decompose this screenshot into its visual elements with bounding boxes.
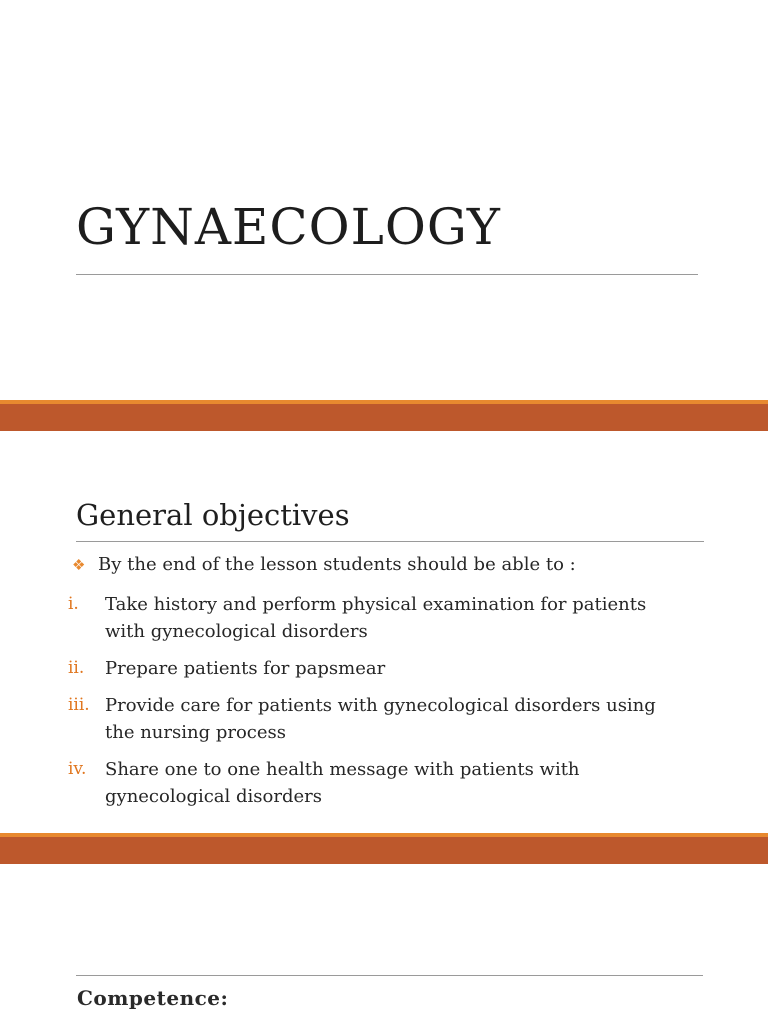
slide-title: GYNAECOLOGY xyxy=(76,198,501,256)
title-slide xyxy=(0,0,768,400)
list-item-numeral: iv. xyxy=(68,759,87,779)
list-item-text: Provide care for patients with gynecological disorders using the nursing process xyxy=(105,695,656,743)
slide-separator-band xyxy=(0,400,768,431)
competence-heading: Competence: xyxy=(77,986,229,1010)
list-item xyxy=(68,692,658,746)
list-item-numeral: ii. xyxy=(68,658,85,678)
separator-bar xyxy=(0,837,768,864)
competence-slide xyxy=(0,864,768,1024)
objectives-list xyxy=(68,591,658,820)
list-item-text: Prepare patients for papsmear xyxy=(105,658,386,679)
list-item xyxy=(68,655,658,682)
objectives-slide xyxy=(0,431,768,833)
objectives-heading: General objectives xyxy=(76,498,350,532)
heading-divider xyxy=(76,975,703,976)
diamond-bullet-icon: ❖ xyxy=(72,556,86,574)
heading-divider xyxy=(76,541,704,542)
list-item-text: Share one to one health message with patients with gynecological disorders xyxy=(105,759,580,807)
list-item xyxy=(68,756,658,810)
intro-line xyxy=(72,552,576,578)
list-item-numeral: iii. xyxy=(68,695,90,715)
slide-separator-band xyxy=(0,833,768,864)
separator-bar xyxy=(0,404,768,431)
list-item xyxy=(68,591,658,645)
intro-text: By the end of the lesson students should be able to : xyxy=(98,554,576,575)
title-divider xyxy=(76,274,698,275)
list-item-text: Take history and perform physical examination for patients with gynecological disorders xyxy=(105,594,647,642)
list-item-numeral: i. xyxy=(68,594,79,614)
